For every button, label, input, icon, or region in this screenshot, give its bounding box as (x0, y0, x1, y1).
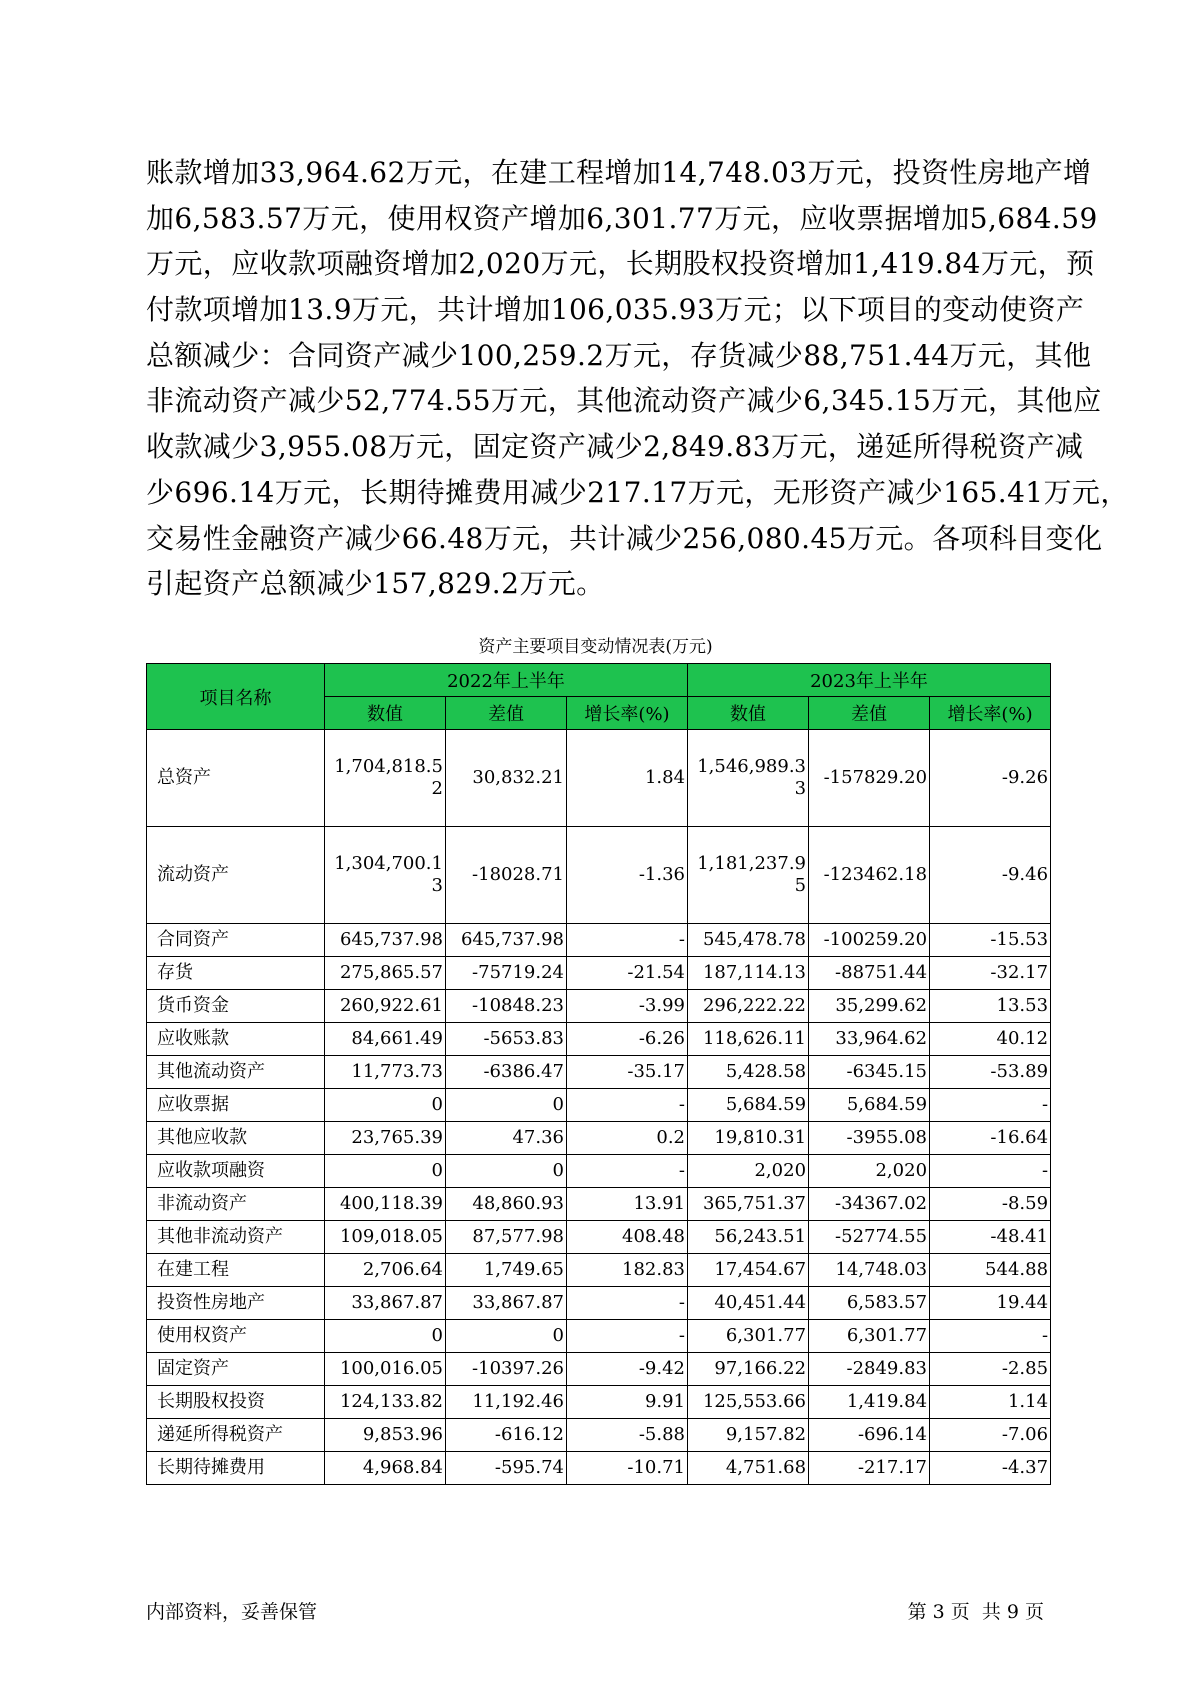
growth-2022: - (567, 1089, 688, 1122)
value-2023: 6,301.77 (688, 1320, 809, 1353)
value-2022: 0 (325, 1089, 446, 1122)
growth-2022: -10.71 (567, 1452, 688, 1485)
header-growth-2023: 增长率(%) (930, 697, 1051, 730)
row-item-name: 递延所得税资产 (147, 1419, 325, 1452)
table-row (147, 1122, 1051, 1155)
growth-2022: -9.42 (567, 1353, 688, 1386)
growth-2022: -3.99 (567, 990, 688, 1023)
growth-2023: - (930, 1089, 1051, 1122)
paragraph-line: 加6,583.57万元，使用权资产增加6,301.77万元，应收票据增加5,684.59 (146, 201, 1098, 235)
header-diff-2023: 差值 (809, 697, 930, 730)
value-2023: 9,157.82 (688, 1419, 809, 1452)
diff-2022: 11,192.46 (446, 1386, 567, 1419)
growth-2023: -9.46 (930, 827, 1051, 924)
row-item-name: 固定资产 (147, 1353, 325, 1386)
row-item-name: 应收款项融资 (147, 1155, 325, 1188)
growth-2022: - (567, 1320, 688, 1353)
diff-2022: 87,577.98 (446, 1221, 567, 1254)
diff-2022: 1,749.65 (446, 1254, 567, 1287)
diff-2023: 6,583.57 (809, 1287, 930, 1320)
paragraph-line: 万元，应收款项融资增加2,020万元，长期股权投资增加1,419.84万元，预 (146, 247, 1095, 281)
header-value-2022: 数值 (325, 697, 446, 730)
growth-2023: -7.06 (930, 1419, 1051, 1452)
table-row (147, 1287, 1051, 1320)
value-2023: 365,751.37 (688, 1188, 809, 1221)
diff-2023: -34367.02 (809, 1188, 930, 1221)
diff-2022: -18028.71 (446, 827, 567, 924)
growth-2022: -6.26 (567, 1023, 688, 1056)
row-item-name: 其他非流动资产 (147, 1221, 325, 1254)
value-2022: 2,706.64 (325, 1254, 446, 1287)
footer-page-number: 第 3 页 共 9 页 (907, 1601, 1044, 1623)
row-item-name: 合同资产 (147, 924, 325, 957)
diff-2023: -52774.55 (809, 1221, 930, 1254)
table-row (147, 1056, 1051, 1089)
diff-2022: 30,832.21 (446, 730, 567, 827)
row-item-name: 其他流动资产 (147, 1056, 325, 1089)
value-2023: 1,181,237.95 (688, 827, 809, 924)
growth-2022: - (567, 1155, 688, 1188)
row-item-name: 总资产 (147, 730, 325, 827)
table-row (147, 1452, 1051, 1485)
value-2023: 56,243.51 (688, 1221, 809, 1254)
value-2023: 187,114.13 (688, 957, 809, 990)
value-2023: 5,684.59 (688, 1089, 809, 1122)
growth-2022: - (567, 1287, 688, 1320)
value-2023: 40,451.44 (688, 1287, 809, 1320)
row-item-name: 长期股权投资 (147, 1386, 325, 1419)
value-2022: 4,968.84 (325, 1452, 446, 1485)
table-row (147, 957, 1051, 990)
value-2022: 0 (325, 1320, 446, 1353)
row-item-name: 应收票据 (147, 1089, 325, 1122)
value-2022: 0 (325, 1155, 446, 1188)
diff-2022: 48,860.93 (446, 1188, 567, 1221)
diff-2023: -100259.20 (809, 924, 930, 957)
row-item-name: 应收账款 (147, 1023, 325, 1056)
value-2023: 125,553.66 (688, 1386, 809, 1419)
growth-2023: -15.53 (930, 924, 1051, 957)
diff-2022: -616.12 (446, 1419, 567, 1452)
diff-2022: -595.74 (446, 1452, 567, 1485)
diff-2022: 645,737.98 (446, 924, 567, 957)
growth-2023: 13.53 (930, 990, 1051, 1023)
table-row (147, 1320, 1051, 1353)
growth-2023: -2.85 (930, 1353, 1051, 1386)
value-2022: 1,304,700.13 (325, 827, 446, 924)
table-row (147, 1221, 1051, 1254)
paragraph-line: 收款减少3,955.08万元，固定资产减少2,849.83万元，递延所得税资产减 (146, 430, 1084, 464)
diff-2022: 0 (446, 1320, 567, 1353)
table-row (147, 827, 1051, 924)
table-row (147, 1353, 1051, 1386)
value-2023: 2,020 (688, 1155, 809, 1188)
growth-2022: -1.36 (567, 827, 688, 924)
growth-2022: 1.84 (567, 730, 688, 827)
value-2022: 9,853.96 (325, 1419, 446, 1452)
diff-2022: -10397.26 (446, 1353, 567, 1386)
value-2023: 17,454.67 (688, 1254, 809, 1287)
header-period-2022: 2022年上半年 (325, 664, 688, 697)
table-row (147, 1386, 1051, 1419)
paragraph-line: 总额减少：合同资产减少100,259.2万元，存货减少88,751.44万元，其他 (146, 338, 1092, 372)
table-row (147, 924, 1051, 957)
diff-2022: 47.36 (446, 1122, 567, 1155)
growth-2022: - (567, 924, 688, 957)
diff-2022: -6386.47 (446, 1056, 567, 1089)
table-row (147, 1419, 1051, 1452)
table-row (147, 730, 1051, 827)
value-2022: 109,018.05 (325, 1221, 446, 1254)
diff-2023: -123462.18 (809, 827, 930, 924)
growth-2022: 408.48 (567, 1221, 688, 1254)
growth-2023: -4.37 (930, 1452, 1051, 1485)
diff-2023: -217.17 (809, 1452, 930, 1485)
value-2022: 33,867.87 (325, 1287, 446, 1320)
body-paragraph (146, 150, 1129, 607)
growth-2022: 182.83 (567, 1254, 688, 1287)
header-growth-2022: 增长率(%) (567, 697, 688, 730)
growth-2023: -16.64 (930, 1122, 1051, 1155)
diff-2023: 2,020 (809, 1155, 930, 1188)
growth-2023: -8.59 (930, 1188, 1051, 1221)
value-2023: 19,810.31 (688, 1122, 809, 1155)
value-2022: 124,133.82 (325, 1386, 446, 1419)
growth-2022: 0.2 (567, 1122, 688, 1155)
growth-2023: -32.17 (930, 957, 1051, 990)
growth-2023: 40.12 (930, 1023, 1051, 1056)
header-period-2023: 2023年上半年 (688, 664, 1051, 697)
diff-2023: -2849.83 (809, 1353, 930, 1386)
value-2023: 296,222.22 (688, 990, 809, 1023)
table-row (147, 1155, 1051, 1188)
row-item-name: 长期待摊费用 (147, 1452, 325, 1485)
value-2022: 645,737.98 (325, 924, 446, 957)
row-item-name: 存货 (147, 957, 325, 990)
value-2022: 260,922.61 (325, 990, 446, 1023)
growth-2022: -35.17 (567, 1056, 688, 1089)
growth-2023: - (930, 1155, 1051, 1188)
diff-2023: -696.14 (809, 1419, 930, 1452)
table-caption: 资产主要项目变动情况表(万元) (478, 637, 713, 657)
growth-2022: -21.54 (567, 957, 688, 990)
growth-2023: - (930, 1320, 1051, 1353)
diff-2023: 35,299.62 (809, 990, 930, 1023)
header-diff-2022: 差值 (446, 697, 567, 730)
paragraph-line: 账款增加33,964.62万元，在建工程增加14,748.03万元，投资性房地产增 (146, 156, 1092, 189)
row-item-name: 非流动资产 (147, 1188, 325, 1221)
diff-2022: 0 (446, 1155, 567, 1188)
growth-2023: 19.44 (930, 1287, 1051, 1320)
paragraph-line: 付款项增加13.9万元，共计增加106,035.93万元；以下项目的变动使资产 (146, 293, 1085, 327)
diff-2022: 33,867.87 (446, 1287, 567, 1320)
asset-change-table (146, 663, 1051, 1485)
diff-2023: -157829.20 (809, 730, 930, 827)
value-2022: 23,765.39 (325, 1122, 446, 1155)
growth-2023: 544.88 (930, 1254, 1051, 1287)
diff-2022: -5653.83 (446, 1023, 567, 1056)
diff-2022: 0 (446, 1089, 567, 1122)
value-2023: 5,428.58 (688, 1056, 809, 1089)
growth-2023: -48.41 (930, 1221, 1051, 1254)
value-2022: 84,661.49 (325, 1023, 446, 1056)
row-item-name: 在建工程 (147, 1254, 325, 1287)
value-2023: 118,626.11 (688, 1023, 809, 1056)
table-row (147, 1254, 1051, 1287)
table-row (147, 1089, 1051, 1122)
growth-2023: -53.89 (930, 1056, 1051, 1089)
value-2022: 100,016.05 (325, 1353, 446, 1386)
diff-2023: 5,684.59 (809, 1089, 930, 1122)
diff-2023: 1,419.84 (809, 1386, 930, 1419)
row-item-name: 其他应收款 (147, 1122, 325, 1155)
growth-2022: 9.91 (567, 1386, 688, 1419)
header-item-name: 项目名称 (147, 664, 325, 730)
table-row (147, 990, 1051, 1023)
value-2022: 11,773.73 (325, 1056, 446, 1089)
diff-2023: 6,301.77 (809, 1320, 930, 1353)
row-item-name: 流动资产 (147, 827, 325, 924)
row-item-name: 使用权资产 (147, 1320, 325, 1353)
row-item-name: 货币资金 (147, 990, 325, 1023)
footer-confidential-note: 内部资料，妥善保管 (146, 1601, 318, 1623)
table-row (147, 1023, 1051, 1056)
value-2022: 400,118.39 (325, 1188, 446, 1221)
paragraph-line: 少696.14万元，长期待摊费用减少217.17万元，无形资产减少165.41万元， (146, 475, 1129, 509)
value-2022: 275,865.57 (325, 957, 446, 990)
value-2023: 545,478.78 (688, 924, 809, 957)
paragraph-line: 非流动资产减少52,774.55万元，其他流动资产减少6,345.15万元，其他应 (146, 384, 1102, 418)
diff-2023: 33,964.62 (809, 1023, 930, 1056)
diff-2023: 14,748.03 (809, 1254, 930, 1287)
value-2022: 1,704,818.52 (325, 730, 446, 827)
row-item-name: 投资性房地产 (147, 1287, 325, 1320)
header-value-2023: 数值 (688, 697, 809, 730)
diff-2023: -3955.08 (809, 1122, 930, 1155)
growth-2022: -5.88 (567, 1419, 688, 1452)
value-2023: 97,166.22 (688, 1353, 809, 1386)
growth-2023: -9.26 (930, 730, 1051, 827)
value-2023: 4,751.68 (688, 1452, 809, 1485)
value-2023: 1,546,989.33 (688, 730, 809, 827)
growth-2022: 13.91 (567, 1188, 688, 1221)
paragraph-line: 交易性金融资产减少66.48万元，共计减少256,080.45万元。各项科目变化 (146, 521, 1103, 555)
diff-2023: -6345.15 (809, 1056, 930, 1089)
table-row (147, 1188, 1051, 1221)
growth-2023: 1.14 (930, 1386, 1051, 1419)
paragraph-line: 引起资产总额减少157,829.2万元。 (146, 567, 605, 601)
diff-2023: -88751.44 (809, 957, 930, 990)
diff-2022: -10848.23 (446, 990, 567, 1023)
diff-2022: -75719.24 (446, 957, 567, 990)
